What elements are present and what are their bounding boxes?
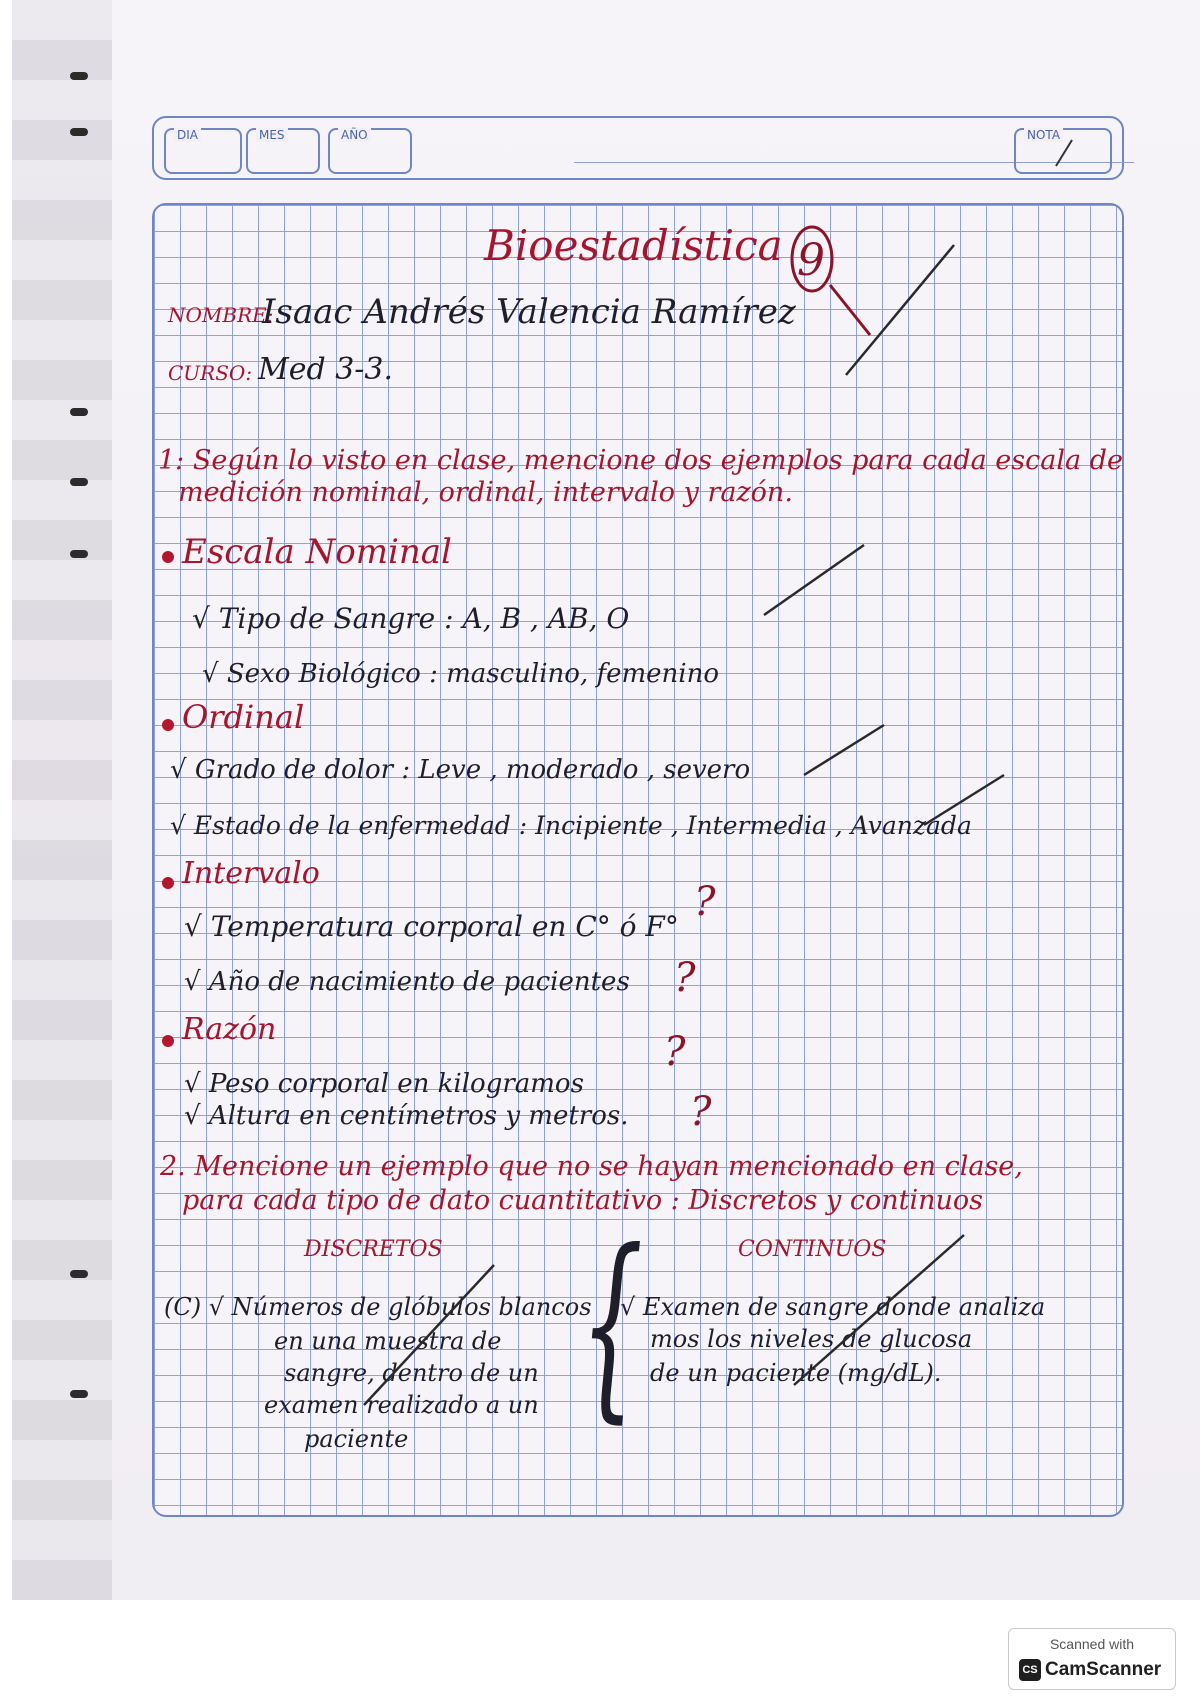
discretos-line-4: examen realizado a un	[264, 1391, 539, 1419]
razon-item-2: √ Altura en centímetros y metros.	[184, 1101, 629, 1131]
binding-hole	[70, 128, 88, 136]
notebook-page	[12, 0, 1200, 1600]
section-heading-intervalo: Intervalo	[182, 856, 320, 891]
binding-hole	[70, 550, 88, 558]
binding-hole	[70, 72, 88, 80]
bullet-dot	[162, 551, 174, 563]
answer-check-slashes	[154, 1205, 1114, 1505]
binding-hole	[70, 478, 88, 486]
question-1-line1: 1: Según lo visto en clase, mencione dos ejemplos para cada escala de	[158, 445, 1123, 476]
camscanner-brand: CamScanner	[1045, 1659, 1162, 1680]
grade-value: 9	[797, 235, 825, 286]
intervalo-item-2: √ Año de nacimiento de pacientes	[184, 967, 630, 997]
svg-text:?: ?	[694, 879, 716, 925]
brace-divider: {	[579, 1208, 644, 1441]
nominal-item-2: √ Sexo Biológico : masculino, femenino	[202, 659, 719, 689]
discretos-line-3: sangre, dentro de un	[284, 1359, 539, 1387]
razon-item-1: √ Peso corporal en kilogramos	[184, 1069, 584, 1099]
bullet-dot	[162, 719, 174, 731]
grade-label: NOTA	[1024, 128, 1063, 142]
month-label: MES	[256, 128, 288, 142]
grade-mark	[774, 215, 1094, 395]
slash-mark	[1016, 130, 1110, 172]
bullet-dot	[162, 1035, 174, 1047]
discretos-line-1: (C) √ Números de glóbulos blancos	[164, 1293, 592, 1321]
binding-hole	[70, 1270, 88, 1278]
continuos-line-2: mos los niveles de glucosa	[650, 1325, 973, 1353]
binding-hole	[70, 408, 88, 416]
check-slashes	[754, 525, 1054, 1145]
ordinal-item-2: √ Estado de la enfermedad : Incipiente , Intermedia , Avanzada	[170, 811, 972, 840]
question-2-line2: para cada tipo de dato cuantitativo : Discretos y continuos	[182, 1185, 984, 1216]
camscanner-watermark	[1008, 1628, 1176, 1690]
continuos-line-1: √ Examen de sangre donde analiza	[620, 1293, 1046, 1321]
discretos-line-2: en una muestra de	[274, 1327, 502, 1355]
course-value: Med 3-3.	[258, 352, 394, 387]
discretos-line-5: paciente	[304, 1425, 409, 1453]
nominal-item-1: √ Tipo de Sangre : A, B , AB, O	[192, 602, 630, 635]
svg-text:?: ?	[674, 955, 696, 1001]
svg-text:?: ?	[690, 1089, 712, 1135]
question-2-line1: 2. Mencione un ejemplo que no se hayan mencionado en clase,	[160, 1151, 1023, 1182]
date-header-box	[152, 116, 1124, 180]
day-label: DIA	[174, 128, 201, 142]
course-label: CURSO:	[168, 361, 253, 385]
bullet-dot	[162, 877, 174, 889]
page-title: Bioestadística	[484, 221, 783, 270]
torn-margin	[12, 0, 112, 1600]
ordinal-item-1: √ Grado de dolor : Leve , moderado , severo	[170, 755, 751, 785]
discretos-heading: DISCRETOS	[304, 1237, 443, 1262]
name-label: NOMBRE:	[168, 303, 274, 327]
section-heading-nominal: Escala Nominal	[182, 532, 452, 572]
month-cell	[246, 128, 320, 174]
year-cell	[328, 128, 412, 174]
day-cell	[164, 128, 242, 174]
question-1-line2: medición nominal, ordinal, intervalo y razón.	[178, 477, 793, 508]
name-value: Isaac Andrés Valencia Ramírez	[262, 292, 796, 332]
section-heading-ordinal: Ordinal	[182, 698, 305, 736]
intervalo-item-1: √ Temperatura corporal en C° ó F°	[184, 910, 679, 943]
svg-text:?: ?	[664, 1029, 686, 1075]
binding-hole	[70, 1390, 88, 1398]
grade-cell	[1014, 128, 1112, 174]
continuos-heading: CONTINUOS	[738, 1237, 887, 1262]
camscanner-logo-icon: CS	[1019, 1659, 1041, 1681]
grid-sheet	[152, 203, 1124, 1517]
continuos-line-3: de un paciente (mg/dL).	[650, 1359, 942, 1387]
section-heading-razon: Razón	[182, 1012, 277, 1047]
scanned-with-text: Scanned with	[1049, 1636, 1135, 1652]
year-label: AÑO	[338, 128, 371, 142]
